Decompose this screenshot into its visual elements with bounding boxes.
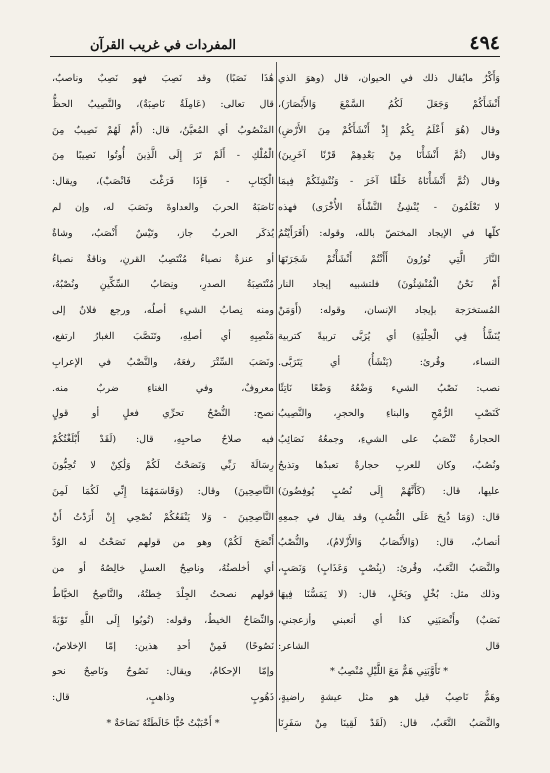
- text-line: المَنْصُوبُ أي المُعيَّنُ، قال: (أَمْ لَهُمْ نَصِيبٌ مِنَ: [52, 124, 274, 136]
- column-divider: [276, 62, 277, 732]
- text-line: معروفٌ، وفي الغناءِ ضربٌ منه.: [52, 382, 274, 394]
- page-number: ٤٩٤: [469, 32, 500, 54]
- text-line: ونَصَبَ السِّتْرَ رفعَهُ، والنَّصْبُ في الإعرابِ: [52, 356, 274, 368]
- text-line: وقال (هُوَ أَعْلَمُ بِكُمْ إِذْ أَنْشَأَكُمْ مِنَ الأَرْضِ): [278, 124, 500, 136]
- text-line: وإمّا الإحكامُ، ويقال: نَصُوحٌ ونَاصِحٌ نحو: [52, 666, 274, 678]
- text-line: أي أخلصتُهُ، وناصِحُ العسلِ خالِصُهُ أو من: [52, 563, 274, 575]
- text-line: ذَهُوبٍ وذاهبٍ، قال:: [52, 692, 274, 704]
- text-line: مَنْصِبِهِ أي أصلِهِ، وتَنَصَّبَ الغبارُ ارتفع،: [52, 330, 274, 342]
- text-line: نصح: النُّصْحُ تحرِّي فعلٍ أو قولٍ: [52, 408, 274, 420]
- running-title: المفردات في غريب القرآن: [90, 38, 236, 53]
- text-line: نَصُوحًا) فَمِنْ أحدِ هذين: إمّا الإخلاصُ،: [52, 640, 274, 652]
- text-line: أنصابٌ، قال: (وَالأَنْصَابُ وَالأَزْلامُ)، والنُّصْبُ: [278, 537, 500, 549]
- text-line: قال الشاعر:: [278, 640, 500, 652]
- text-line: قولهم نصحتُ الجِلْدَ خِطتُهُ، والنَّاصِحُ الخيَّاطُ: [52, 588, 274, 600]
- text-line: أَنْصَحَ لَكُمْ) وهو من قولهم نَصَحْتُ له الوُدَّ: [52, 537, 274, 549]
- text-line: النَّارَ الَّتِي تُورُونَ أَأَنْتُمْ أَنْشَأْتُمْ شَجَرَتَهَا: [278, 253, 500, 265]
- text-line: * تَأَوَّبَنِي هَمٌّ مَعَ اللَّيْلِ مُنْصِبُ *: [329, 666, 449, 678]
- text-line: لا تَعْلَمُونَ - يُنْشِئُ النَّشْأَةَ الأُخْرَى) فهذه: [278, 201, 500, 213]
- text-line: * أَحْبَبْتُ حُبًّا خَالَطَتْهُ نَصَاحَةٌ *: [106, 717, 220, 729]
- text-line: رِسَالَةَ رَبِّي وَنَصَحْتُ لَكُمْ وَلَٰكِنْ لا تُحِبُّونَ: [52, 459, 274, 471]
- text-line: نَصَبٌ) وأَنْصَبَنِي كذا أي أتعبني وأزعجني،: [278, 614, 500, 626]
- text-line: قال تعالى: (عَامِلَةٌ نَاصِبَةٌ)، والنَّصِيبُ الحظُّ: [52, 98, 274, 110]
- text-line: أو عنزةٌ نصباءُ مُنْتَصِبُ القرنِ، وناقةٌ نصباءُ: [52, 253, 274, 265]
- text-line: مُنْتَصِبَةُ الصدرِ، ونِصَابُ السِّكِّينِ ونُصْبُهُ،: [52, 279, 274, 291]
- text-line: عليها، قال: (كَأَنَّهُمْ إِلَى نُصُبٍ يُوفِضُونَ): [278, 485, 500, 497]
- text-line: والنَّصَبُ التَّعَبُ، قال: (لَقَدْ لَقِينَا مِنْ سَفَرِنَا: [278, 717, 500, 729]
- text-line: قال: (وَمَا ذُبِحَ عَلَى النُّصُبِ) وقد يقال في جمعِهِ: [278, 511, 500, 523]
- text-line: ونُصُبٌ، وكان للعربِ حجارةٌ تعبدُها وتذبحُ: [278, 459, 500, 471]
- text-line: النَّاصِحِينَ - وَلا يَنْفَعُكُمْ نُصْحِي إِنْ أَرَدْتُ أَنْ: [52, 511, 274, 523]
- text-line: وَأَكْرُ مايُقال ذلك في الحيوان، قال (وهوَ الذي: [278, 73, 500, 84]
- text-line: والنِّصَاحُ الخيطُ، وقوله: (تُوبُوا إِلَى اللَّهِ تَوْبَةً: [52, 614, 274, 626]
- text-line: يُنَشَّأُ فِي الْحِلْيَةِ) أي يُرَبَّى تربيةً كتربية: [278, 330, 500, 342]
- right-text-column: [278, 66, 500, 746]
- text-line: هَٰذَا نَصَبًا) وقد نَصِبَ فهو نَصِبٌ وناصبٌ،: [52, 73, 274, 84]
- text-line: نصب: نَصْبُ الشيء وَضْعُهُ وَضْعًا نَاتِئًا: [278, 382, 500, 394]
- text-line: كَنَصْبِ الرُّمْحِ والبناءِ والحجرِ، والنَّصِيبُ: [278, 408, 500, 420]
- page-header: [50, 30, 500, 57]
- text-line: كلّها في الإيجاد المختصّ بالله، وقوله: (أَفَرَأَيْتُمُ: [278, 227, 500, 239]
- text-line: الْمُلْكِ - أَلَمْ تَرَ إِلَى الَّذِينَ أُوتُوا نَصِيبًا مِنَ: [52, 150, 274, 162]
- text-line: المُستخرَجة بإيجاد الإنسان، وقوله: (أَوَمَنْ: [278, 305, 500, 317]
- text-line: وذلك مثل: بُخْلٍ وبَخَلٍ، قال: (لا يَمَسُّنَا فِيهَا: [278, 588, 500, 600]
- text-line: والنَّصَبُ التَّعَبُ، وقُرئ: (بِنُصْبٍ وَعَذَابٍ) وَنَصَبٍ،: [278, 563, 500, 575]
- text-line: فيه صلاحُ صاحبِهِ، قال: (لَقَدْ أَبْلَغْتُكُمْ: [52, 434, 274, 446]
- text-line: الْكِتَابِ - فَإِذَا فَرَغْتَ فَانْصَبْ)، ويقال:: [52, 176, 274, 188]
- text-line: وقال (ثُمَّ أَنْشَأْنَا مِنْ بَعْدِهِمْ قَرْنًا آخَرِينَ): [278, 150, 500, 162]
- text-line: أَنْشَأَكُمْ وَجَعَلَ لَكُمُ السَّمْعَ وَالأَبْصَارَ)،: [278, 98, 500, 110]
- text-line: يُذكَر الحربُ جاز، وتَيْسٌ أَنْصَبُ، وشاةٌ: [52, 227, 274, 239]
- text-line: أَمْ نَحْنُ الْمُنْشِئُونَ) فلتشبيه إيجاد النار: [278, 279, 500, 291]
- text-line: النساء، وقُرئ: (يَنْشَأُ) أي يَتَرَبَّى.: [278, 356, 500, 368]
- text-line: وقال (ثُمَّ أَنْشَأْنَاهُ خَلْقًا آخَرَ - وَنُنْشِئَكُمْ فِيمَا: [278, 176, 500, 188]
- text-line: الحجارةُ تُنْصَبُ على الشيءِ، وجمعُهُ نَصَائِبُ: [278, 434, 500, 446]
- text-line: ومنه نِصابُ الشيءِ أصلُه، ورجع فلانٌ إلى: [52, 305, 274, 317]
- text-line: نَاصَبَهُ الحربَ والعداوةَ ونَصَبَ له، وإن لم: [52, 201, 274, 213]
- left-text-column: [52, 66, 274, 746]
- text-line: النَّاصِحِينَ) وقال: (وَقَاسَمَهُمَا إِنِّي لَكُمَا لَمِنَ: [52, 485, 274, 497]
- text-line: وهَمٌّ نَاصِبٌ قيل هو مثل عيشةٍ راضيةٍ،: [278, 692, 500, 704]
